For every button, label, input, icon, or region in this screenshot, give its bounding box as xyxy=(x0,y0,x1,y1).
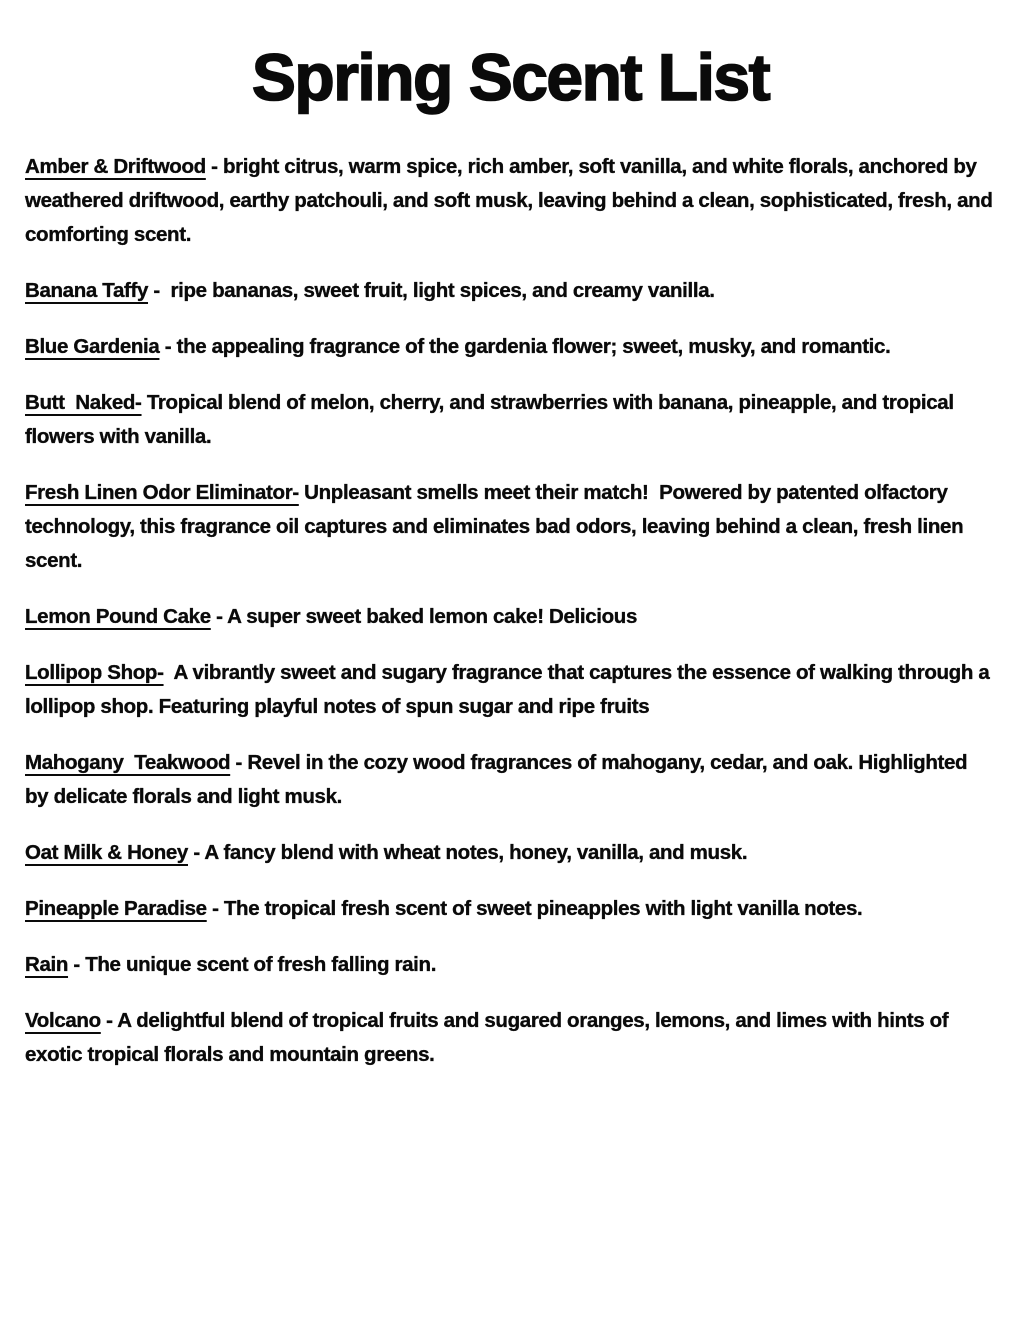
scent-item xyxy=(25,656,993,724)
scent-description: - A super sweet baked lemon cake! Delicious xyxy=(210,605,638,628)
scent-item xyxy=(25,274,993,308)
scent-item xyxy=(25,600,993,634)
scent-name: Butt Naked- xyxy=(25,391,142,414)
scent-item xyxy=(25,386,993,454)
scent-description: Unpleasant smells meet their match! Powered by patented olfactory technology, this fragrance oil captures and eliminates bad odors, leaving behind a clean, fresh linen scent. xyxy=(25,481,969,572)
scent-description: A vibrantly sweet and sugary fragrance that captures the essence of walking through a lollipop shop. Featuring playful notes of spun sugar and ripe fruits xyxy=(25,661,995,718)
scent-item xyxy=(25,330,993,364)
scent-name: Oat Milk & Honey xyxy=(25,841,188,864)
scent-description: - the appealing fragrance of the gardenia flower; sweet, musky, and romantic. xyxy=(159,335,891,358)
scent-item xyxy=(25,948,993,982)
scent-item xyxy=(25,836,993,870)
scent-item xyxy=(25,1004,993,1072)
scent-description: - A fancy blend with wheat notes, honey, vanilla, and musk. xyxy=(188,841,748,864)
scent-item xyxy=(25,476,993,578)
scent-description: - Revel in the cozy wood fragrances of mahogany, cedar, and oak. Highlighted by delicate florals and light musk. xyxy=(25,751,973,808)
scent-item xyxy=(25,150,998,252)
scent-name: Lemon Pound Cake xyxy=(25,605,211,628)
scent-name: Volcano xyxy=(25,1009,101,1032)
scent-name: Rain xyxy=(25,953,69,976)
scent-name: Mahogany Teakwood xyxy=(25,751,231,774)
scent-item xyxy=(25,892,993,926)
scent-name: Amber & Driftwood xyxy=(25,155,206,178)
scent-name: Lollipop Shop- xyxy=(25,661,164,684)
scent-item xyxy=(25,746,993,814)
scent-description: - ripe bananas, sweet fruit, light spices, and creamy vanilla. xyxy=(148,279,715,302)
scent-description: - A delightful blend of tropical fruits and sugared oranges, lemons, and limes with hints of exotic tropical florals and mountain greens. xyxy=(25,1009,954,1066)
scent-list xyxy=(25,150,998,1072)
scent-name: Blue Gardenia xyxy=(25,335,160,358)
scent-description: - The tropical fresh scent of sweet pineapples with light vanilla notes. xyxy=(206,897,863,920)
scent-description: - bright citrus, warm spice, rich amber, soft vanilla, and white florals, anchored by weathered driftwood, earthy patchouli, and soft musk, leaving behind a clean, sophisticated, fresh, and comforting scent. xyxy=(25,155,998,246)
scent-description: - The unique scent of fresh falling rain. xyxy=(68,953,437,976)
page-title: Spring Scent List xyxy=(251,40,770,114)
scent-name: Pineapple Paradise xyxy=(25,897,207,920)
scent-description: Tropical blend of melon, cherry, and strawberries with banana, pineapple, and tropical flowers with vanilla. xyxy=(25,391,960,448)
scent-name: Fresh Linen Odor Eliminator- xyxy=(25,481,299,504)
scent-name: Banana Taffy xyxy=(25,279,149,302)
